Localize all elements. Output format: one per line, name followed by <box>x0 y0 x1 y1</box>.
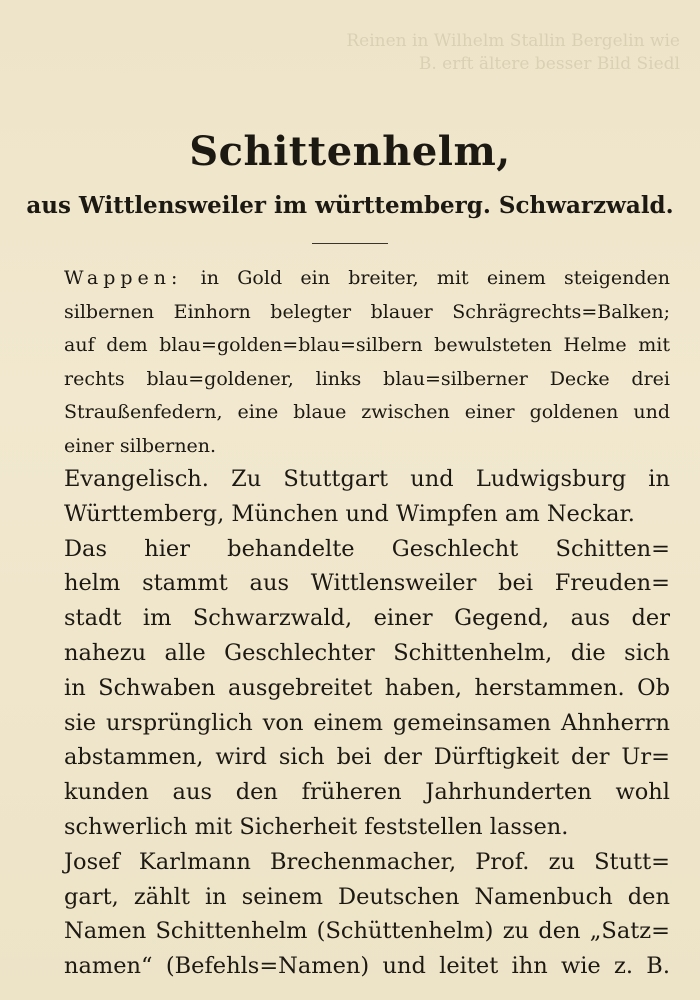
arms-line: rechts blau=goldener, links blau=silberner Decke drei <box>64 367 670 390</box>
body-line: schwerlich mit Sicherheit feststellen lassen. <box>64 813 569 840</box>
body-line: Württemberg, München und Wimpfen am Neckar. <box>64 500 635 527</box>
body-line: helm stammt aus Wittlensweiler bei Freuden= <box>64 570 670 597</box>
arms-line-text: in Gold ein breiter, mit einem steigenden <box>182 267 670 289</box>
body-line: kunden aus den früheren Jahrhunderten wohl <box>64 779 670 806</box>
bleed-through-text <box>40 30 680 76</box>
body-line: gart, zählt in seinem Deutschen Namenbuch den <box>64 883 670 910</box>
page-subtitle: aus Wittlensweiler im württemberg. Schwarzwald. <box>26 192 674 219</box>
body-line: Evangelisch. Zu Stuttgart und Ludwigsburg in <box>64 466 670 492</box>
arms-line: einer silbernen. <box>64 434 217 457</box>
body-line: Das hier behandelte Geschlecht Schitten= <box>64 535 670 562</box>
body-text <box>64 462 670 984</box>
arms-line: silbernen Einhorn belegter blauer Schrägrechts=Balken; <box>64 300 670 323</box>
body-line: nahezu alle Geschlechter Schittenhelm, die sich <box>64 639 670 666</box>
arms-line <box>64 262 670 296</box>
divider-rule <box>312 243 388 244</box>
body-line: in Schwaben ausgebreitet haben, herstammen. Ob <box>64 674 670 701</box>
body-line: sie ursprünglich von einem gemeinsamen Ahnherrn <box>64 709 670 736</box>
arms-label: Wappen: <box>64 267 183 289</box>
body-line: abstammen, wird sich bei der Dürftigkeit der Ur= <box>64 744 670 771</box>
body-line: Josef Karlmann Brechenmacher, Prof. zu Stutt= <box>64 848 670 875</box>
page-title: Schittenhelm, <box>189 128 511 175</box>
body-line: Namen Schittenhelm (Schüttenhelm) zu den „Satz= <box>64 918 670 945</box>
arms-line: Straußenfedern, eine blaue zwischen einer goldenen und <box>64 401 670 423</box>
bleed-through-line: B. erft ältere besser Bild Siedl <box>418 54 680 74</box>
arms-line: auf dem blau=golden=blau=silbern bewulsteten Helme mit <box>64 334 670 356</box>
body-line: namen“ (Befehls=Namen) und leitet ihn wie z. B. <box>64 953 670 980</box>
coat-of-arms-paragraph <box>64 262 670 463</box>
bleed-through-line: Reinen in Wilhelm Stallin Bergelin wie <box>346 31 680 51</box>
body-line: stadt im Schwarzwald, einer Gegend, aus der <box>64 605 670 632</box>
